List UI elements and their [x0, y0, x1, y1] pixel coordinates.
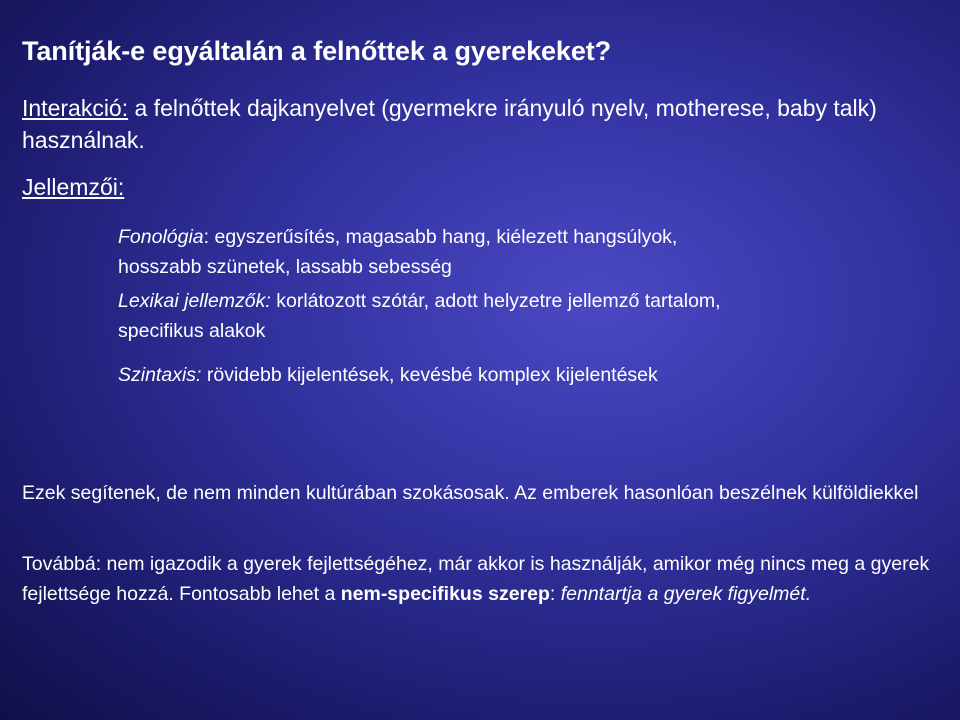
features-label: Jellemzői:: [22, 174, 125, 200]
feature-text: rövidebb kijelentések, kevésbé komplex kijelentések: [201, 364, 658, 386]
slide-title: Tanítják-e egyáltalán a felnőttek a gyerekeket?: [22, 36, 612, 66]
features-list: [118, 222, 758, 390]
feature-term: Fonológia: [118, 226, 204, 248]
note2-colon: :: [549, 583, 561, 605]
interaction-text: a felnőttek dajkanyelvet (gyermekre irányuló nyelv, motherese, baby talk) használnak.: [22, 95, 877, 153]
note2-italic: fenntartja a gyerek figyelmét.: [560, 583, 812, 605]
note2-bold-term: nem-specifikus szerep: [340, 583, 550, 605]
interaction-label: Interakció:: [22, 95, 129, 121]
note-cultural: Ezek segítenek, de nem minden kultúrában szokásosak. Az emberek hasonlóan beszélnek külföldiekkel: [22, 482, 919, 504]
note2-text: Továbbá: nem igazodik a gyerek fejlettségéhez, már akkor is használják, amikor még nincs meg a gyerek fejlettsége hozzá. Fontosabb lehet a: [22, 553, 930, 605]
feature-syntax: [118, 360, 758, 390]
interaction-paragraph: [22, 92, 922, 156]
feature-term: Lexikai jellemzők:: [118, 290, 271, 312]
feature-text: korlátozott szótár, adott helyzetre jellemző tartalom, specifikus alakok: [118, 290, 721, 342]
note-nonspecific-role: [22, 549, 932, 609]
feature-text: : egyszerűsítés, magasabb hang, kiélezett hangsúlyok, hosszabb szünetek, lassabb sebesség: [118, 226, 678, 278]
feature-phonology: [118, 222, 758, 282]
feature-term: Szintaxis:: [118, 364, 202, 386]
feature-lexical: [118, 286, 758, 346]
